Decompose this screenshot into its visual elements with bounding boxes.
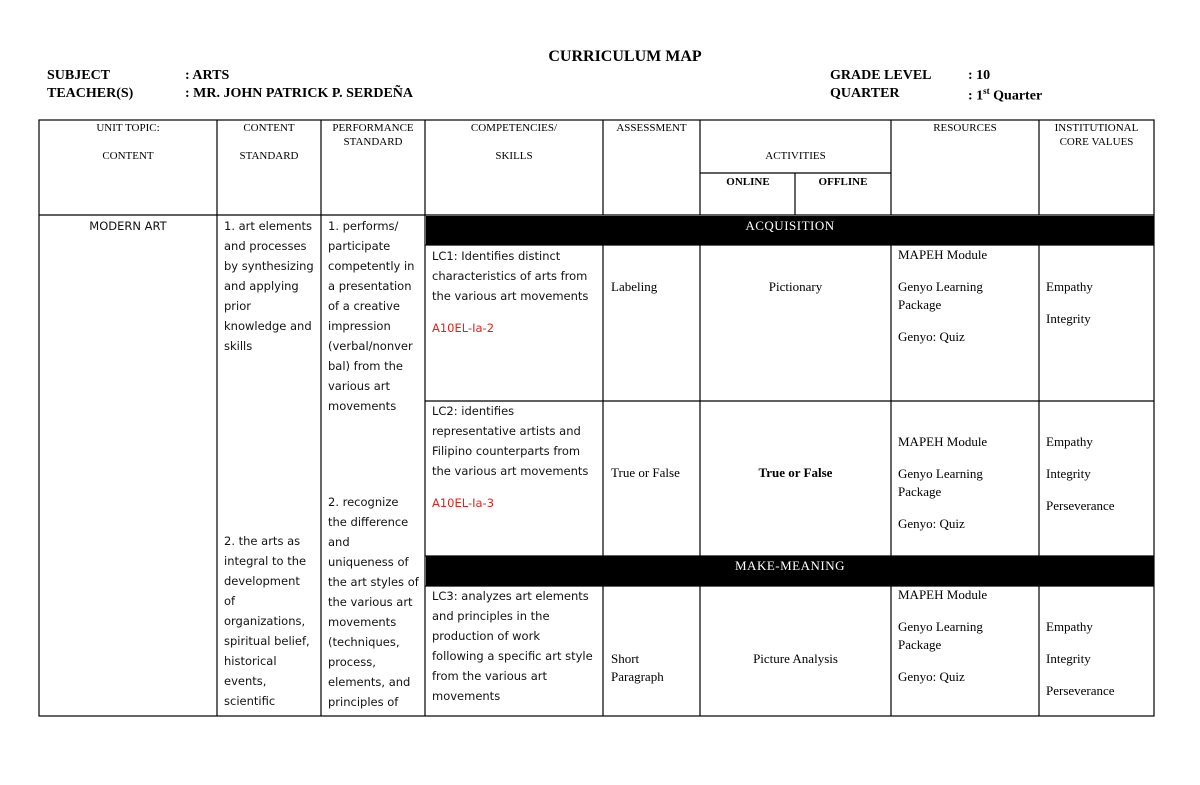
activity-lc3: Picture Analysis: [753, 651, 838, 666]
header-offline: OFFLINE: [818, 176, 868, 188]
page-title: CURRICULUM MAP: [548, 48, 702, 65]
performance-standard-1: 1. performs/ participate competently in a presentation of a creative impression (verbal/nonver bal) from the various art movements: [328, 219, 415, 413]
content-standard-2: 2. the arts as integral to the development of organizations, spiritual belief, historical events, scientific: [224, 534, 310, 708]
header-online: ONLINE: [726, 176, 770, 188]
resources-lc1: MAPEH Module Genyo Learning Package Genyo: Quiz: [898, 247, 988, 344]
header-performance-standard: PERFORMANCE STANDARD: [332, 122, 414, 148]
header-unit-topic: UNIT TOPIC: CONTENT: [96, 122, 160, 162]
make-meaning-band: MAKE-MEANING: [426, 556, 1154, 586]
header-assessment: ASSESSMENT: [616, 122, 687, 134]
assessment-lc1: Labeling: [611, 279, 658, 294]
competency-code-lc2: A10EL-Ia-3: [432, 496, 495, 510]
activity-lc2: True or False: [758, 465, 833, 480]
header-activities: ACTIVITIES: [765, 150, 826, 162]
grade-level-label: GRADE LEVEL: [830, 68, 932, 83]
performance-standard-2: 2. recognize the difference and uniqueness of the art styles of the various art movements (techniques, process, elements, and principles of: [328, 495, 419, 709]
competency-code-lc1: A10EL-Ia-2: [432, 321, 495, 335]
header-resources: RESOURCES: [933, 122, 997, 134]
header-core-values: INSTITUTIONAL CORE VALUES: [1054, 122, 1139, 148]
resources-lc3: MAPEH Module Genyo Learning Package Genyo: Quiz: [898, 587, 988, 684]
subject-value: : ARTS: [185, 68, 230, 83]
core-values-lc1: Empathy Integrity: [1046, 279, 1093, 326]
activity-lc1: Pictionary: [768, 279, 823, 294]
core-values-lc2: Empathy Integrity Perseverance: [1046, 434, 1115, 513]
resources-lc2: MAPEH Module Genyo Learning Package Genyo: Quiz: [898, 434, 988, 531]
unit-topic-value: MODERN ART: [89, 219, 167, 233]
acquisition-band: ACQUISITION: [426, 216, 1154, 245]
subject-label: SUBJECT: [47, 68, 111, 83]
assessment-lc3: Short Paragraph: [611, 651, 664, 684]
grade-level-value: : 10: [968, 68, 991, 83]
core-values-lc3: Empathy Integrity Perseverance: [1046, 619, 1115, 698]
competency-lc2: LC2: identifies representative artists and Filipino counterparts from the various art movements A10EL-Ia-3: [432, 401, 602, 513]
quarter-label: QUARTER: [830, 86, 900, 101]
quarter-value: : 1st Quarter: [968, 86, 1043, 104]
teacher-value: : MR. JOHN PATRICK P. SERDEÑA: [185, 86, 414, 101]
competency-lc3: LC3: analyzes art elements and principles in the production of work following a specific art style from the various art movements: [432, 589, 593, 703]
header-content-standard: CONTENT STANDARD: [239, 122, 299, 162]
assessment-lc2: True or False: [611, 465, 680, 480]
competency-lc1: LC1: Identifies distinct characteristics of arts from the various art movements A10EL-Ia-2: [432, 246, 602, 338]
content-standard-1: 1. art elements and processes by synthesizing and applying prior knowledge and skills: [224, 219, 314, 353]
header-competencies: COMPETENCIES/ SKILLS: [470, 122, 558, 162]
teacher-label: TEACHER(S): [47, 86, 134, 101]
